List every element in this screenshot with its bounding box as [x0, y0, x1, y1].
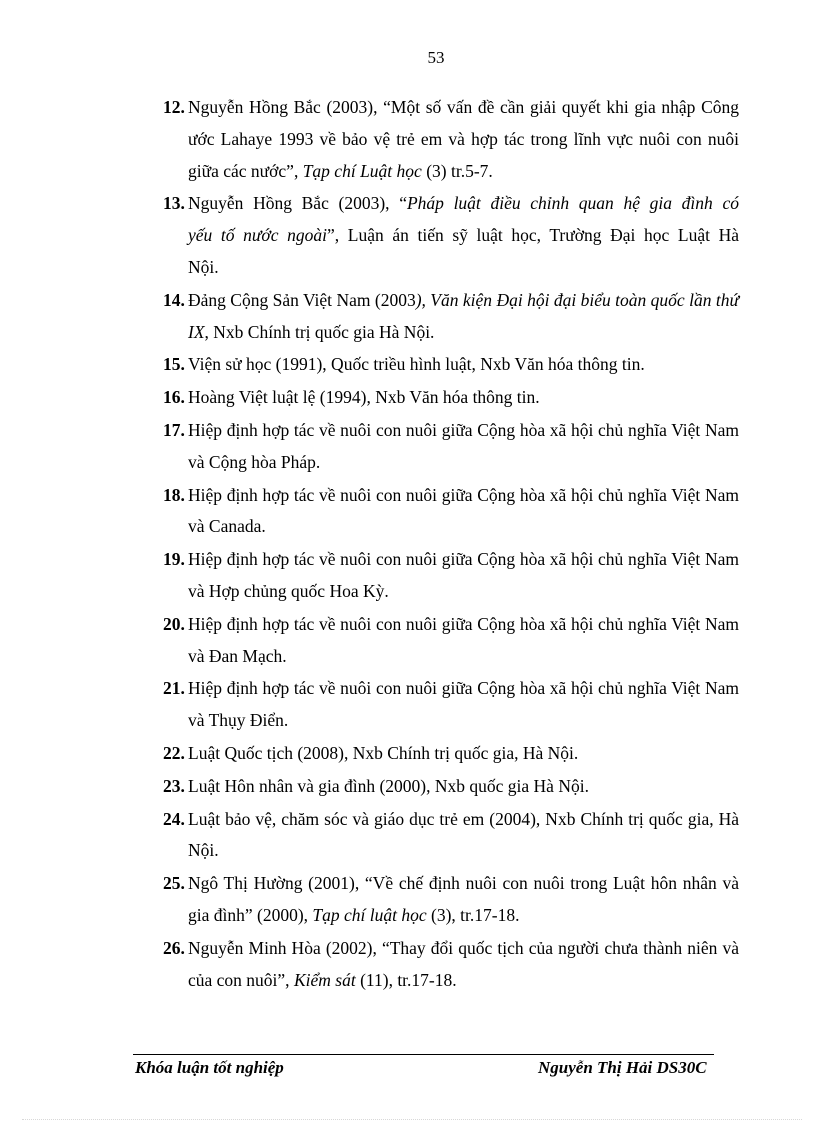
reference-segment: Viện sử học (1991), Quốc triều hình luật, Nxb Văn hóa thông tin. [188, 354, 645, 375]
reference-text [188, 290, 739, 342]
reference-segment: Hiệp định hợp tác về nuôi con nuôi giữa Cộng hòa xã hội chủ nghĩa Việt Nam và Cộng hòa Pháp. [188, 419, 739, 472]
reference-number: 16. [163, 387, 185, 408]
reference-italic-segment: Tạp chí luật học [312, 904, 427, 925]
reference-item [163, 415, 739, 479]
reference-segment: Nguyễn Hồng Bắc (2003), “ [188, 193, 407, 214]
reference-number: 26. [163, 937, 185, 958]
reference-text [188, 354, 645, 374]
reference-segment: Luật Hôn nhân và gia đình (2000), Nxb quốc gia Hà Nội. [188, 775, 589, 796]
reference-italic-segment: Tạp chí Luật học [302, 160, 422, 181]
reference-number: 24. [163, 808, 185, 829]
reference-number: 13. [163, 193, 185, 214]
reference-text [188, 193, 739, 277]
reference-item [163, 382, 739, 414]
reference-segment: (3) tr.5-7. [421, 160, 493, 181]
reference-text [188, 938, 739, 990]
footer-rule [133, 1054, 714, 1055]
reference-segment: Ngô Thị Hường (2001), “Về chế định nuôi con nuôi trong Luật hôn nhân và gia đình” (2000), [188, 873, 739, 925]
reference-segment: Hoàng Việt luật lệ (1994), Nxb Văn hóa thông tin. [188, 387, 540, 408]
reference-segment: Hiệp định hợp tác về nuôi con nuôi giữa Cộng hòa xã hội chủ nghĩa Việt Nam và Đan Mạch. [188, 613, 739, 666]
reference-item [163, 673, 739, 737]
reference-segment: (3), tr.17-18. [426, 904, 520, 925]
reference-segment: Nguyễn Minh Hòa (2002), “Thay đổi quốc tịch của người chưa thành niên và của con nuôi”, [188, 937, 739, 990]
reference-italic-segment: Pháp luật điều chỉnh quan hệ gia đình có yếu tố nước ngoài [188, 193, 739, 246]
reference-item [163, 544, 739, 608]
reference-list [163, 92, 739, 997]
reference-item [163, 92, 739, 187]
footer-left: Khóa luận tốt nghiệp [135, 1058, 284, 1077]
reference-text [188, 743, 578, 763]
reference-number: 25. [163, 873, 185, 894]
reference-number: 19. [163, 549, 185, 570]
reference-text [188, 873, 739, 925]
reference-italic-segment: Kiểm sát [293, 969, 356, 990]
reference-text [188, 485, 739, 537]
reference-text [188, 776, 589, 796]
reference-text [188, 97, 739, 181]
reference-number: 23. [163, 775, 185, 796]
reference-text [188, 387, 540, 407]
reference-number: 17. [163, 419, 185, 440]
reference-text [188, 809, 739, 861]
reference-item [163, 609, 739, 673]
footer-right: Nguyễn Thị Hải DS30C [538, 1058, 707, 1077]
reference-item [163, 933, 739, 997]
reference-item [163, 480, 739, 544]
reference-item [163, 738, 739, 770]
reference-italic-segment: ), Văn kiện Đại hội đại biểu toàn quốc lần thứ IX [188, 289, 740, 342]
reference-item [163, 285, 739, 349]
reference-number: 20. [163, 613, 185, 634]
reference-number: 15. [163, 354, 185, 375]
reference-segment: Luật bảo vệ, chăm sóc và giáo dục trẻ em (2004), Nxb Chính trị quốc gia, Hà Nội. [188, 808, 739, 861]
page-edge-divider [22, 1119, 802, 1120]
reference-text [188, 549, 739, 601]
reference-item [163, 771, 739, 803]
reference-item [163, 868, 739, 932]
reference-number: 21. [163, 678, 185, 699]
reference-segment: , Nxb Chính trị quốc gia Hà Nội. [204, 321, 435, 342]
reference-number: 18. [163, 484, 185, 505]
reference-item [163, 804, 739, 868]
reference-segment: ”, Luận án tiến sỹ luật học, Trường Đại học Luật Hà Nội. [188, 225, 739, 277]
reference-segment: (11), tr.17-18. [355, 969, 457, 990]
reference-segment: Nguyễn Hồng Bắc (2003), “Một số vấn đề cần giải quyết khi gia nhập Công ước Lahaye 1993 về bảo vệ trẻ em và hợp tác trong lĩnh vực nuôi con nuôi giữa các nước”, [188, 97, 739, 181]
page-number: 53 [427, 48, 445, 67]
reference-text [188, 420, 739, 472]
reference-segment: Đảng Cộng Sản Việt Nam (2003 [188, 289, 416, 310]
reference-number: 14. [163, 289, 185, 310]
reference-number: 22. [163, 742, 185, 763]
reference-number: 12. [163, 97, 185, 117]
reference-item [163, 349, 739, 381]
reference-segment: Hiệp định hợp tác về nuôi con nuôi giữa Cộng hòa xã hội chủ nghĩa Việt Nam và Thụy Điển. [188, 678, 739, 731]
reference-text [188, 678, 739, 730]
reference-item [163, 188, 739, 283]
reference-segment: Luật Quốc tịch (2008), Nxb Chính trị quốc gia, Hà Nội. [188, 742, 579, 763]
reference-segment: Hiệp định hợp tác về nuôi con nuôi giữa Cộng hòa xã hội chủ nghĩa Việt Nam và Hợp chủng quốc Hoa Kỳ. [188, 549, 739, 601]
reference-text [188, 614, 739, 666]
reference-segment: Hiệp định hợp tác về nuôi con nuôi giữa Cộng hòa xã hội chủ nghĩa Việt Nam và Canada. [188, 484, 739, 537]
